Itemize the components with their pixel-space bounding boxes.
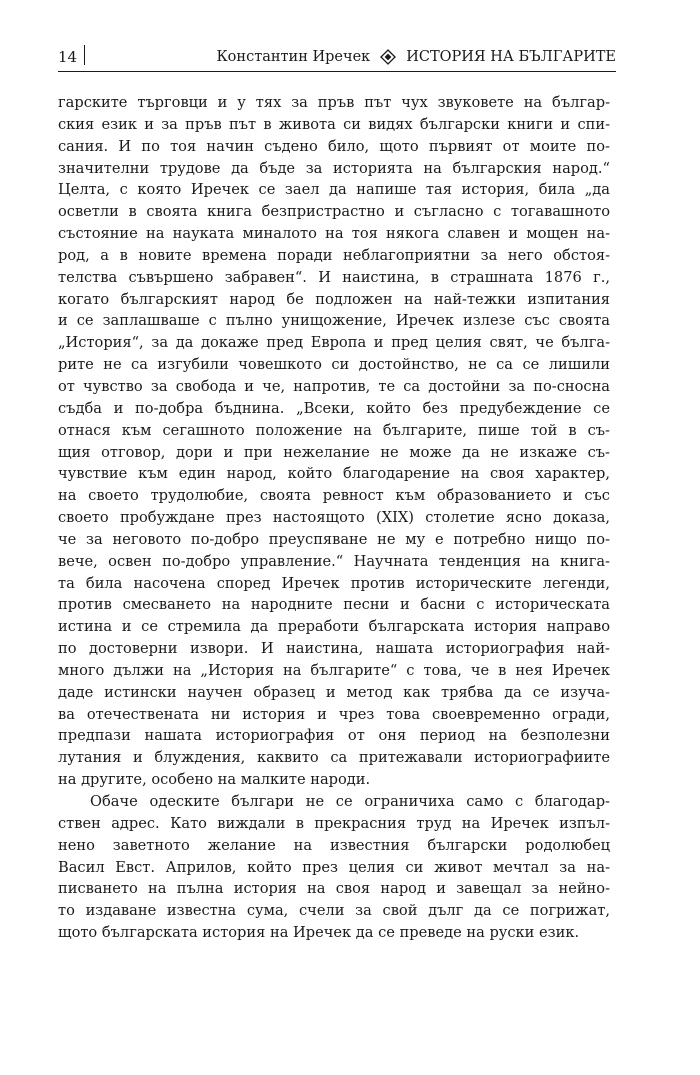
text-line: много дължи на „История на българите“ с това, че в нея Иречек: [58, 661, 610, 679]
text-line: вече, освен по-добро управление.“ Научната тенденция на книга-: [58, 552, 610, 570]
text-line: съдба и по-добра бъднина. „Всеки, който без предубеждение се: [58, 399, 610, 417]
text-line: своето пробуждане през настоящото (XIX) столетие ясно доказа,: [58, 509, 610, 527]
header-author: Константин Иречек: [216, 49, 371, 65]
text-line: род, а в новите времена поради неблагоприятни за него обстоя-: [58, 246, 610, 264]
text-line: състояние на науката миналото на тоя някога славен и мощен на-: [58, 225, 610, 243]
paragraph: [58, 92, 610, 791]
text-line: на другите, особено на малките народи.: [58, 771, 371, 789]
text-line: по достоверни извори. И наистина, нашата историография най-: [58, 640, 610, 658]
text-line: значителни трудове да бъде за историята на българския народ.“: [58, 159, 610, 177]
text-line: рите не са изгубили човешкото си достойнство, не са се лишили: [58, 356, 610, 374]
text-line: отнася към сегашното положение на българите, пише той в съ-: [58, 421, 610, 439]
paragraph: [58, 791, 610, 944]
running-header: [58, 44, 616, 74]
text-line: ва отечествената ни история и чрез това своевременно огради,: [58, 705, 610, 723]
text-line: Обаче одеските българи не се ограничиха само с благодар-: [90, 793, 610, 810]
text-line: писването на пълна история на своя народ и завещал за нейно-: [58, 880, 610, 898]
text-line: телства съвършено забравен“. И наистина, в страшната 1876 г.,: [58, 268, 610, 286]
text-line: Целта, с която Иречек се заел да напише тая история, била „да: [58, 181, 610, 199]
text-line: та била насочена според Иречек против историческите легенди,: [58, 574, 610, 592]
text-line: сания. И по тоя начин съдено било, щото първият от моите по-: [58, 137, 610, 155]
text-line: щия отговор, дори и при нежелание не може да не изкаже съ-: [58, 443, 610, 461]
text-line: то издаване известна сума, счели за свой дълг да се погрижат,: [58, 902, 610, 920]
text-line: че за неговото по-добро преуспяване не му е потребно нищо по-: [58, 530, 610, 548]
text-line: даде истински научен образец и метод как трябва да се изуча-: [58, 683, 610, 701]
text-line: на своето трудолюбие, своята ревност към образованието и със: [58, 487, 610, 505]
body-text: [58, 92, 610, 944]
text-line: чувствие към един народ, който благодарение на своя характер,: [58, 465, 610, 483]
text-line: истина и се стремила да преработи българската история направо: [58, 618, 610, 636]
text-line: Васил Евст. Априлов, който през целия си живот мечтал за на-: [58, 858, 610, 876]
header-book-title: ИСТОРИЯ НА БЪЛГАРИТЕ: [406, 49, 616, 65]
text-line: щото българската история на Иречек да се преведе на руски език.: [58, 924, 580, 942]
text-line: гарските търговци и у тях за пръв път чух звуковете на българ-: [58, 94, 610, 111]
text-line: ствен адрес. Като виждали в прекрасния труд на Иречек изпъл-: [58, 814, 610, 832]
header-title-group: [216, 48, 616, 66]
text-line: от чувство за свобода и че, напротив, те са достойни за по-сносна: [58, 377, 610, 395]
text-line: предпази нашата историография от оня период на безполезни: [58, 727, 610, 745]
text-line: когато българският народ бе подложен на най-тежки изпитания: [58, 290, 610, 308]
text-line: осветли в своята книга безпристрастно и съгласно с тогавашното: [58, 203, 610, 221]
text-line: нено заветното желание на известния български родолюбец: [58, 836, 610, 854]
text-line: „История“, за да докаже пред Европа и пред целия свят, че бълга-: [58, 334, 610, 352]
text-line: лутания и блуждения, каквито са притежавали историографиите: [58, 749, 610, 767]
text-line: ския език и за пръв път в живота си видях български книги и спи-: [58, 115, 610, 133]
diamond-ornament-icon: [380, 49, 396, 65]
header-rule: [58, 71, 616, 72]
text-line: и се заплашваше с пълно унищожение, Иречек излезе със своята: [58, 312, 610, 330]
text-line: против смесването на народните песни и басни с историческата: [58, 596, 610, 614]
page-number: 14: [58, 48, 78, 66]
header-vertical-bar: [84, 45, 85, 65]
